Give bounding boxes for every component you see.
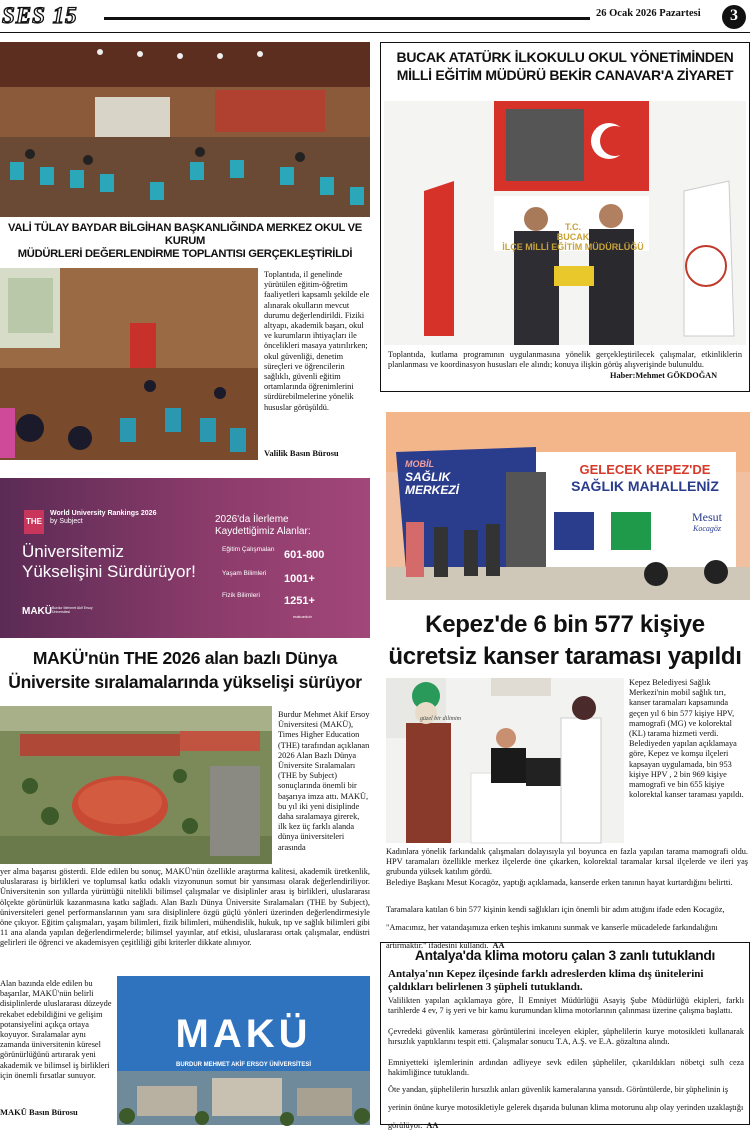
rank-heading-line2: Kaydettiğimiz Alanlar:: [215, 526, 311, 537]
rank-field-2: Yaşam Bilimleri: [222, 570, 267, 577]
rank-heading: [215, 514, 365, 538]
kepez-headline-line1: Kepez'de 6 bin 577 kişiye: [425, 611, 705, 638]
campus-aerial-photo: [0, 706, 272, 864]
rank-value-2: 1001+: [284, 573, 315, 585]
masthead-rule: [104, 17, 590, 20]
maku-body-right: Burdur Mehmet Akif Ersoy Üniversitesi (MAKÜ), Times Higher Education (THE) tarafından açıklanan 2026 Alan Bazlı Dünya Üniversite Sıralamaları (THE by Subject) sonuçlarında önemli bir başarıya imza attı. MAKÜ, bu yıl iki yeni disiplinde daha sıralamaya girerek, ilk kez üç farklı alanda dünya üniversiteleri arasında: [278, 710, 370, 852]
antalya-p1: Valilikten yapılan açıklamaya göre, İl Emniyet Müdürlüğü Asayiş Şube Müdürlüğü ekipleri, farklı tarihlerde 4 ev, 7 iş yeri ve bir kamu kurumundan klima motorlarının çalınması üzerine çalışma başlattı.: [388, 996, 744, 1016]
bucak-sign-line3: İLÇE MİLLİ EĞİTİM MÜDÜRLÜĞÜ: [502, 242, 644, 252]
bucak-sign-line2: BUCAK: [556, 232, 590, 242]
rank-field-3: Fizik Bilimleri: [222, 592, 260, 599]
truck-banner: [545, 462, 745, 494]
clinic-screening-photo: [386, 678, 624, 843]
maku-headline: [0, 646, 370, 694]
rank-value-3: 1251+: [284, 595, 315, 607]
the-title: [50, 510, 170, 526]
bucak-sign-line1: T.C.: [564, 222, 581, 232]
rank-value-1: 601-800: [284, 549, 325, 561]
antalya-p3: Emniyetteki işlemlerinin ardından adliyeye sevk edilen şüpheliler, çıkarıldıkları nöbetçi sulh ceza hakimliğince tutuklandı.: [388, 1058, 744, 1078]
kepez-body-full-1: Kadınlara yönelik farkındalık çalışmaları dolayısıyla yıl boyunca en fazla yapılan tarama mamografi oldu. HPV taramaları özellikle merkez ilçelerde öne çıkarken, kolorektal taramalar kırsal ilçelerde ve ileri yaş grubunda yüksek katılım gördü.: [386, 847, 748, 877]
kepez-body-right: Kepez Belediyesi Sağlık Merkezi'nin mobil sağlık tırı, kanser taramaları kapsamında geçen yıl 6 bin 577 kişiye HPV, mamografi (MG) ve kolorektal (KL) tarama hizmeti verdi. Belediyeden yapılan açıklamaya göre, Kepez ve komşu ilçeleri kapsayan uygulamada, bin 953 kişiye HPV , 2 bin 969 kişiye mamografi ve bin 655 kişiye kolorektal kanser taraması yapıldı.: [629, 678, 744, 800]
rank-row-1: [222, 546, 342, 566]
bucak-headline: [382, 48, 748, 84]
maku-credit: MAKÜ Basın Bürosu: [0, 1107, 78, 1117]
ses-logo: SES 15: [2, 3, 78, 28]
truck-text-3: MERKEZİ: [405, 483, 459, 497]
truck-text-1: MOBİL: [405, 459, 434, 469]
maku-handle: makuedutr: [293, 614, 312, 619]
vali-body: Toplantıda, il genelinde yürütülen eğitim-öğretim faaliyetleri kapsamlı şekilde ele alınarak okulların mevcut durumu değerlendirildi. Fiziki altyapı, akademik başarı, okul ve kurumların ihtiyaçları ile öncelikleri masaya yatırılırken; okul güvenliği, denetim süreçleri ve öğrencilerin sağlıklı, güvenli eğitim ortamlarında öğrenimlerini sürdürebilmelerine yönelik hususlar görüşüldü.: [264, 270, 370, 412]
truck-banner-2: SAĞLIK MAHALLENİZ: [571, 478, 719, 494]
truck-banner-1: GELECEK KEPEZ'DE: [579, 462, 711, 477]
antalya-subhead: Antalya'nın Kepez ilçesinde farklı adreslerden klima dış ünitelerini çaldıkları belirlenen 3 şüpheli tutuklandı.: [388, 968, 704, 993]
meeting-hall-photo: [0, 42, 370, 217]
vali-headline: [0, 222, 370, 261]
truck-text-2: SAĞLIK: [405, 470, 451, 484]
maku-headline-line2: Üniversite sıralamalarında yükselişi sürüyor: [8, 672, 362, 692]
vali-credit: Valilik Basın Bürosu: [264, 448, 339, 458]
rank-row-3: [222, 592, 342, 612]
page-number: 3: [730, 7, 738, 24]
bucak-body: Toplantıda, kutlama programının uygulanmasına yönelik gerçekleştirilecek çalışmalar, etkinliklerin planlanması ve koordinasyon hususları ele alındı; konuya ilişkin görüş alışverişinde bulunuldu.: [388, 350, 742, 370]
maku-slogan-line1: Üniversitemiz: [22, 542, 125, 561]
mobile-health-truck-photo: [386, 412, 750, 600]
the-badge: THE: [24, 510, 44, 534]
antalya-p4-wrap: [388, 1079, 744, 1133]
clinic-sign: güzel bir dilimim: [420, 716, 462, 722]
kepez-headline: [380, 609, 750, 673]
maku-banner-logo: MAKÜ: [22, 606, 52, 617]
rank-heading-line1: 2026'da İlerleme: [215, 514, 289, 525]
antalya-headline: Antalya'da klima motoru çalan 3 zanlı tutuklandı: [414, 948, 716, 963]
rank-field-1: Eğitim Çalışmaları: [222, 546, 275, 553]
masthead-bottom-rule: [0, 32, 750, 33]
the-title-text: World University Rankings 2026: [50, 510, 157, 517]
maku-big-logo: MAKÜ: [175, 1012, 312, 1056]
bucak-headline-line2: MİLLİ EĞİTİM MÜDÜRÜ BEKİR CANAVAR'A ZİYARET: [396, 67, 734, 83]
maku-body-left: Alan bazında elde edilen bu başarılar, MAKÜ'nün belirli disiplinlerde uluslararası düzeyde rekabet edebildiğini ve gelişim potansiyelini açıkça ortaya koyuyor. Sıralamalar aynı zamanda üniversitenin küresel görünürlüğünü artırarak yeni akademik ve bilimsel iş birlikleri için önemli fırsatlar sunuyor.: [0, 979, 112, 1080]
meeting-photo-2: [0, 268, 258, 460]
maku-banner-logo-sub: Burdur Mehmet Akif Ersoy Üniversitesi: [52, 606, 93, 614]
maku-slogan: [22, 542, 207, 582]
maku-body-full: yer alma başarısı gösterdi. Elde edilen bu sonuç, MAKÜ'nün özellikle araştırma kalitesi, akademik üretkenlik, uluslararası iş birlikleri ve toplumsal katkı odaklı vizyonunun somut bir yansıması olarak değerlendiriliyor. Üniversitenin son yıllarda yürüttüğü nitelikli bilimsel çalışmalar ve disiplinler arası iş birlikleri, uluslararası ölçekte görünürlük kazanmasına katkı sağladı. Alan Bazlı Dünya Üniversite Sıralamaları (THE by Subject), üniversiteleri genel performanslarının yanı sıra disiplinlere özgü güçlü yönleri üzerinden değerlendirmesiyle öne çıkıyor. Eğitim çalışmaları, yaşam bilimleri, fizik bilimleri, mühendislik, hukuk, tıp ve sağlık bilimleri gibi 11 ana alanda yapılan değerlendirmelerde; bilimsel yayınlar, atıf etkisi, uluslararası ortak çalışmalar, endüstri gelirleri ile öğrenci ve akademisyen çeşitliliği gibi kriterler dikkate alınıyor.: [0, 867, 370, 948]
the-subtitle-text: by Subject: [50, 518, 83, 525]
truck-side-text: [405, 458, 495, 497]
antalya-credit: AA: [426, 1121, 439, 1130]
kepez-headline-line2: ücretsiz kanser taraması yapıldı: [388, 643, 742, 670]
maku-slogan-line2: Yükselişini Sürdürüyor!: [22, 562, 196, 581]
antalya-p2: Çevredeki güvenlik kamerası görüntülerini inceleyen ekipler, şüphelilerin kurye motosikleti kullanarak hırsızlık yaptıklarını tespit etti. Çalışmalar sonucu T.A, A.Ş. ve E.A. gözaltına alındı.: [388, 1027, 744, 1047]
bucak-sign: [488, 222, 658, 252]
kepez-body-full-2: Belediye Başkanı Mesut Kocagöz, yaptığı açıklamada, kanserde erken tanının hayat kurtardığını belirtti.: [386, 878, 733, 887]
issue-date: 26 Ocak 2026 Pazartesi: [596, 8, 701, 19]
maku-headline-line1: MAKÜ'nün THE 2026 alan bazlı Dünya: [32, 648, 338, 668]
vali-headline-line1: VALİ TÜLAY BAYDAR BİLGİHAN BAŞKANLIĞINDA MERKEZ OKUL VE KURUM: [8, 222, 362, 247]
truck-brand-1: Mesut: [692, 510, 722, 524]
truck-brand: [672, 512, 742, 534]
vali-headline-line2: MÜDÜRLERİ DEĞERLENDİRME TOPLANTISI GERÇEKLEŞTİRİLDİ: [17, 248, 353, 260]
maku-big-logo-sub: BURDUR MEHMET AKİF ERSOY ÜNİVERSİTESİ: [175, 1062, 311, 1068]
rank-row-2: [222, 570, 342, 590]
masthead: [0, 0, 750, 34]
bucak-headline-line1: BUCAK ATATÜRK İLKOKULU OKUL YÖNETİMİNDEN: [396, 49, 734, 65]
antalya-p4: Öte yandan, şüphelilerin hırsızlık anları güvenlik kameralarına yansıdı. Görüntülerde, bir şüphelinin iş yerinin önüne kurye motosikletiyle gelerek dışarıda bulunan klima motorunu alıp olay yerinden uzaklaştığı görülüyor.: [388, 1085, 744, 1130]
truck-brand-2: Kocagöz: [693, 524, 721, 533]
kepez-credit: AA: [492, 941, 505, 950]
kepez-body-full-3: Taramalara katılan 6 bin 577 kişinin kendi sağlıkları için önemli bir adım attığını ifade eden Kocagöz, "Amacımız, her vatandaşımıza erken teşhis imkanını sunmak ve kanserle mücadelede farkındalığını artırmaktır." ifadesini kullandı.: [386, 905, 725, 950]
bucak-credit: Haber:Mehmet GÖKDOĞAN: [610, 371, 718, 380]
